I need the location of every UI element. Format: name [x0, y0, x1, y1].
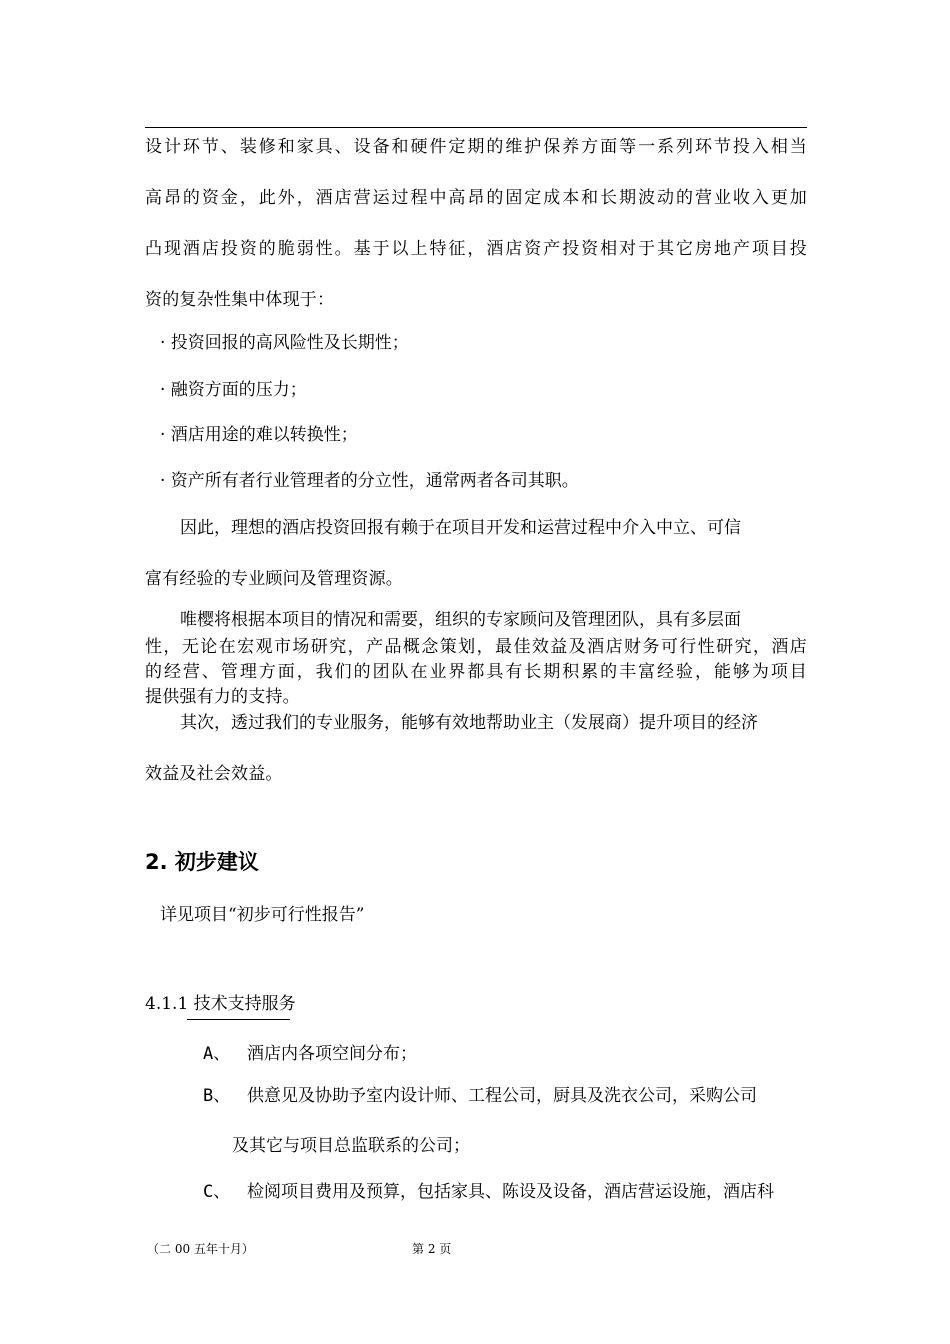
para3-line-3: 的经营、管理方面，我们的团队在业界都具有长期积累的丰富经验，能够为项目: [145, 662, 807, 682]
para2-line-2: 富有经验的专业顾问及管理资源。: [145, 569, 403, 589]
section-heading: 2. 初步建议: [145, 850, 259, 874]
para1-line-4: 资的复杂性集中体现于：: [145, 290, 335, 310]
bullet-item-2: · 融资方面的压力；: [160, 380, 307, 400]
para3-line-1: 唯樱将根据本项目的情况和需要，组织的专家顾问及管理团队，具有多层面: [180, 610, 741, 630]
para3-line-2: 性，无论在宏观市场研究，产品概念策划，最佳效益及酒店财务可行性研究，酒店: [145, 637, 807, 657]
subsection-heading: 4.1.1 技术支持服务: [145, 994, 296, 1014]
item-b-continuation: 及其它与项目总监联系的公司；: [232, 1136, 470, 1156]
para1-line-3: 凸现酒店投资的脆弱性。基于以上特征，酒店资产投资相对于其它房地产项目投: [145, 239, 807, 259]
footer-date: （二 00 五年十月）: [147, 1242, 254, 1256]
bullet-item-4: · 资产所有者行业管理者的分立性，通常两者各司其职。: [160, 471, 579, 491]
subsection-rule: [187, 1019, 290, 1020]
item-b-text: 供意见及协助予室内设计师、工程公司，厨具及洗衣公司，采购公司: [247, 1086, 757, 1106]
para3-line-4: 提供强有力的支持。: [145, 687, 300, 707]
header-rule: [145, 127, 807, 128]
para2-line-1: 因此，理想的酒店投资回报有赖于在项目开发和运营过程中介入中立、可信: [180, 518, 741, 538]
item-a-text: 酒店内各项空间分布；: [247, 1044, 417, 1064]
section-detail: 详见项目“初步可行性报告”: [160, 905, 365, 925]
bullet-item-3: · 酒店用途的难以转换性；: [160, 425, 358, 445]
para1-line-1: 设计环节、装修和家具、设备和硬件定期的维护保养方面等一系列环节投入相当: [145, 137, 807, 157]
para4-line-2: 效益及社会效益。: [145, 764, 283, 784]
para4-line-1: 其次，透过我们的专业服务，能够有效地帮助业主（发展商）提升项目的经济: [180, 713, 758, 733]
bullet-item-1: · 投资回报的高风险性及长期性；: [160, 333, 409, 353]
item-b-label: B、: [203, 1086, 231, 1106]
item-c-text: 检阅项目费用及预算，包括家具、陈设及设备，酒店营运设施，酒店科: [247, 1182, 774, 1202]
para1-line-2: 高昂的资金，此外，酒店营运过程中高昂的固定成本和长期波动的营业收入更加: [145, 188, 807, 208]
item-a-label: A、: [203, 1044, 231, 1064]
item-c-label: C、: [203, 1182, 231, 1202]
footer-page-number: 第 2 页: [412, 1242, 452, 1256]
